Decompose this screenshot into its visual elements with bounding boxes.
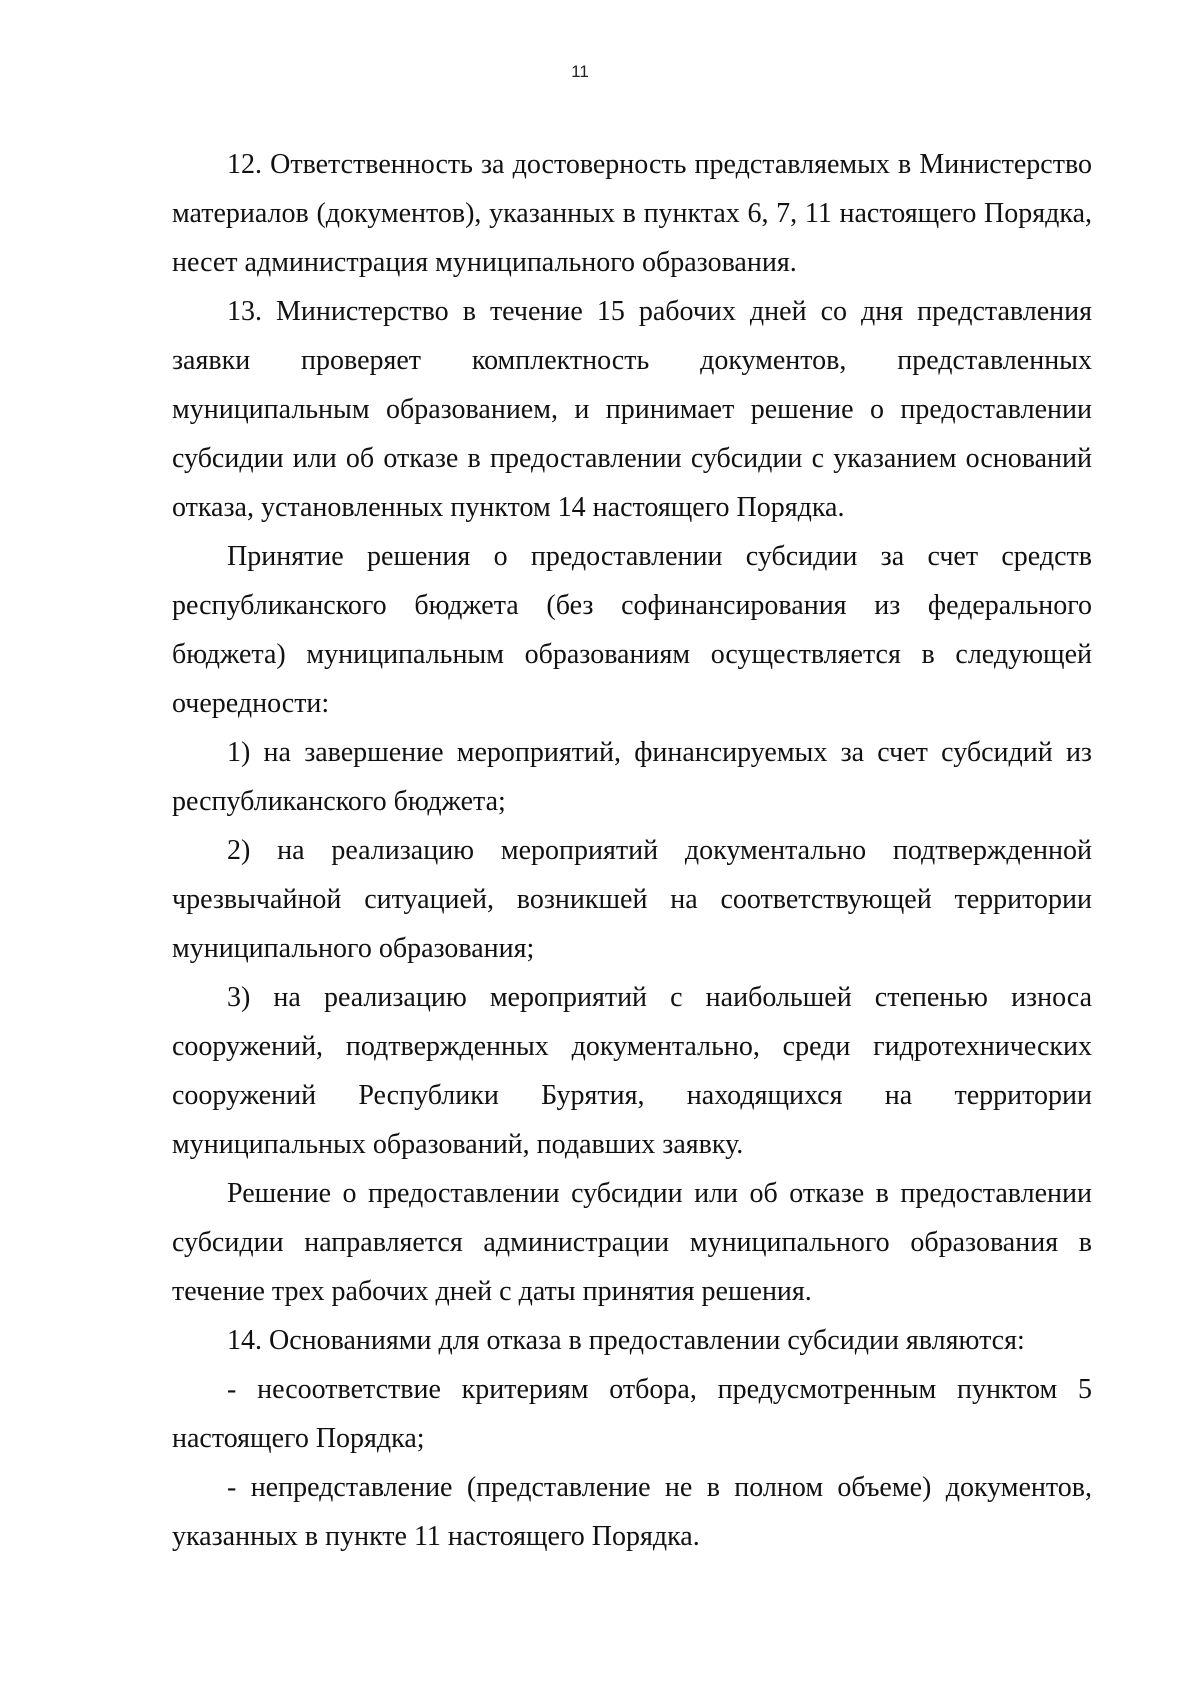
list-item-3: 3) на реализацию мероприятий с наибольшей степенью износа сооружений, подтвержденных документально, среди гидротехнических сооружений Республики Бурятия, находящихся на территории муниципальных образований, подавших заявку. — [172, 982, 1092, 1160]
paragraph-14-grounds: 14. Основаниями для отказа в предоставлении субсидии являются: — [227, 1325, 1025, 1356]
paragraph-13-review: 13. Министерство в течение 15 рабочих дней со дня представления заявки проверяет комплектность документов, представленных муниципальным образованием, и принимает решение о предоставлении субсидии или об отказе в предоставлении субсидии с указанием оснований отказа, установленных пунктом 14 настоящего Порядка. — [172, 296, 1092, 523]
document-body — [172, 140, 1092, 1561]
paragraph-priority-intro: Принятие решения о предоставлении субсидии за счет средств республиканского бюджета (без софинансирования из федерального бюджета) муниципальным образованиям осуществляется в следующей очередности: — [172, 541, 1092, 719]
paragraph-decision-notice: Решение о предоставлении субсидии или об отказе в предоставлении субсидии направляется администрации муниципального образования в течение трех рабочих дней с даты принятия решения. — [172, 1178, 1092, 1307]
paragraph-12-responsibility: 12. Ответственность за достоверность представляемых в Министерство материалов (документов), указанных в пунктах 6, 7, 11 настоящего Порядка, несет администрация муниципального образования. — [172, 149, 1092, 278]
refusal-ground-2: - непредставление (представление не в полном объеме) документов, указанных в пункте 11 настоящего Порядка. — [172, 1472, 1092, 1552]
list-item-1: 1) на завершение мероприятий, финансируемых за счет субсидий из республиканского бюджета; — [172, 737, 1092, 817]
list-item-2: 2) на реализацию мероприятий документально подтвержденной чрезвычайной ситуацией, возникшей на соответствующей территории муниципального образования; — [172, 835, 1092, 964]
page-number: 11 — [571, 62, 589, 81]
refusal-ground-1: - несоответствие критериям отбора, предусмотренным пунктом 5 настоящего Порядка; — [172, 1374, 1092, 1454]
